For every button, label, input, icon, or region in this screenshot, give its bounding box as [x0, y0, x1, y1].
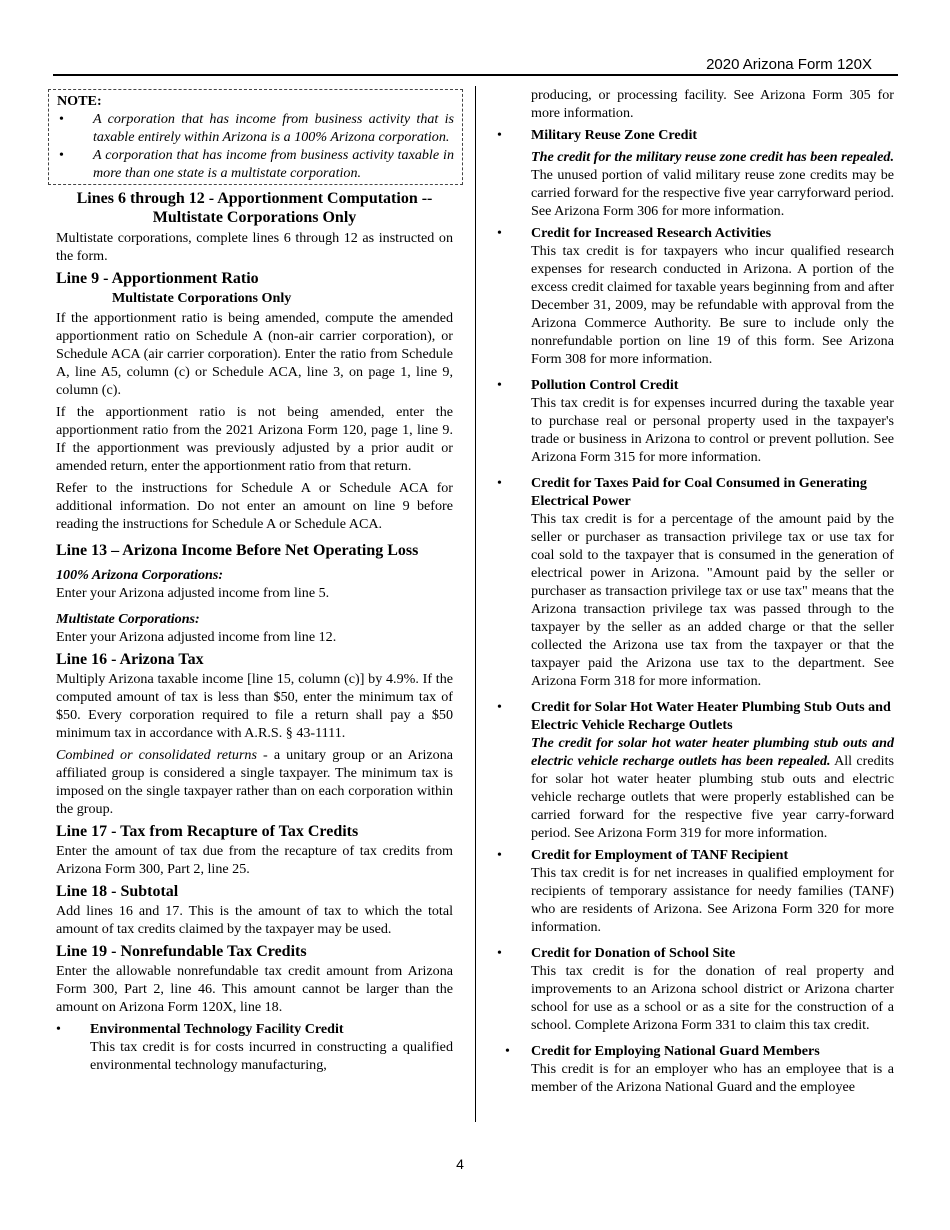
- paragraph: Refer to the instructions for Schedule A or Schedule ACA for additional information. Do not enter an amount on line 9 before reading the instructions for Schedule A or Schedule ACA.: [56, 480, 453, 532]
- paragraph: This tax credit is for taxpayers who incur qualified research expenses for research conducted in Arizona. A portion of the excess credit claimed for taxable years beginning from and after December 31, 2009, may be refundable with approval from the Arizona Commerce Authority. Be sure to include only the nonrefundable portion on line 19 of this form. See Arizona Form 308 for more information.: [531, 243, 894, 367]
- note-text: A corporation that has income from business activity taxable in more than one state is a multistate corporation.: [93, 147, 454, 181]
- paragraph: Enter your Arizona adjusted income from line 5.: [56, 585, 330, 601]
- bullet-icon: •: [497, 127, 502, 143]
- note-item: [57, 110, 454, 146]
- bullet-icon: •: [497, 699, 502, 715]
- paragraph: This tax credit is for net increases in qualified employment for recipients of temporary assistance for needy families (TANF) who are residents of Arizona. See Arizona Form 320 for more information.: [531, 865, 894, 935]
- bullet-icon: •: [497, 225, 502, 241]
- form-header: 2020 Arizona Form 120X: [706, 56, 872, 73]
- paragraph-text: - a unitary group or an Arizona affiliated group is considered a single taxpayer. The minimum tax is imposed on the single taxpayer rather than on each corporation within the group.: [56, 747, 453, 817]
- heading-line-9: Line 9 - Apportionment Ratio: [56, 270, 259, 287]
- credit-title: Environmental Technology Facility Credit: [90, 1021, 344, 1037]
- heading-line-17: Line 17 - Tax from Recapture of Tax Credits: [56, 823, 359, 840]
- credit-title: Credit for Taxes Paid for Coal Consumed in Generating Electrical Power: [531, 475, 867, 509]
- credit-item: [497, 126, 894, 144]
- header-rule: [53, 74, 898, 76]
- credit-item: [497, 474, 894, 510]
- credit-item: [497, 224, 894, 242]
- credit-title: Pollution Control Credit: [531, 377, 679, 393]
- paragraph: This credit is for an employer who has an employee that is a member of the Arizona National Guard and the employee: [531, 1061, 894, 1095]
- bullet-icon: •: [56, 1021, 61, 1037]
- credit-item: [56, 1020, 453, 1038]
- bullet-icon: •: [497, 847, 502, 863]
- note-item: [57, 146, 454, 182]
- paragraph: This tax credit is for expenses incurred during the taxable year to purchase real or personal property used in the taxpayer's trade or business in Arizona to control or prevent pollution. See Arizona Form 315 for more information.: [531, 395, 894, 465]
- paragraph: Enter the amount of tax due from the recapture of tax credits from Arizona Form 300, Part 2, line 25.: [56, 843, 453, 877]
- paragraph-text: All credits for solar hot water heater plumbing stub outs and electric vehicle recharge outlets that were properly established can be carried forward for the respective five year carry-forward period. See Arizona Form 319 for more information.: [531, 753, 894, 841]
- bullet-icon: •: [505, 1043, 510, 1059]
- paragraph: This tax credit is for a percentage of the amount paid by the seller or purchaser as transaction privilege tax or use tax for coal sold to the taxpayer that is consumed in the generation of electrical power in Arizona. "Amount paid by the seller or purchaser as transaction privilege tax or use tax" means that the Arizona transaction privilege tax was passed through to the taxpayer by the seller as an added charge or that the seller collected the Arizona use tax from the taxpayer or that the taxpayer paid the Arizona use tax to the department. See Arizona Form 318 for more information.: [531, 511, 894, 689]
- right-column: [497, 86, 894, 1100]
- credit-title: Military Reuse Zone Credit: [531, 127, 698, 143]
- note-title: NOTE:: [57, 93, 102, 109]
- italic-term: Combined or consolidated returns: [56, 747, 257, 763]
- paragraph: This tax credit is for costs incurred in constructing a qualified environmental technology manufacturing,: [90, 1039, 453, 1073]
- repealed-notice: The credit for the military reuse zone credit has been repealed.: [531, 149, 894, 165]
- credit-title: Credit for Solar Hot Water Heater Plumbing Stub Outs and Electric Vehicle Recharge Outlets: [531, 699, 891, 733]
- heading-line-18: Line 18 - Subtotal: [56, 883, 179, 900]
- paragraph: This tax credit is for the donation of real property and improvements to an Arizona school district or Arizona charter school for use as a school or as a site for the construction of a school. Complete Arizona Form 331 to claim this tax credit.: [531, 963, 894, 1033]
- note-box: [48, 89, 463, 185]
- paragraph: [56, 746, 453, 818]
- heading-line-19: Line 19 - Nonrefundable Tax Credits: [56, 943, 307, 960]
- credit-item: [497, 846, 894, 864]
- credit-item: [497, 944, 894, 962]
- line9-subheading: Multistate Corporations Only: [112, 290, 292, 306]
- heading-line-16: Line 16 - Arizona Tax: [56, 651, 204, 668]
- paragraph: Add lines 16 and 17. This is the amount of tax to which the total amount of tax credits claimed by the taxpayer may be used.: [56, 903, 453, 937]
- bullet-icon: •: [497, 475, 502, 491]
- left-column: [56, 86, 453, 1078]
- credit-title: Credit for Donation of School Site: [531, 945, 736, 961]
- line13-subheading: 100% Arizona Corporations:: [56, 567, 224, 583]
- paragraph: Enter your Arizona adjusted income from line 12.: [56, 629, 337, 645]
- paragraph: [497, 734, 894, 842]
- credit-item: [497, 1042, 894, 1060]
- paragraph: producing, or processing facility. See Arizona Form 305 for more information.: [531, 87, 894, 121]
- credit-item: [497, 698, 894, 734]
- paragraph: Multistate corporations, complete lines 6 through 12 as instructed on the form.: [56, 230, 453, 264]
- credit-item: [497, 376, 894, 394]
- bullet-icon: •: [497, 377, 502, 393]
- column-divider: [475, 86, 476, 1122]
- note-text: A corporation that has income from business activity that is taxable entirely within Arizona is a 100% Arizona corporation.: [93, 111, 454, 145]
- page-number: 4: [456, 1156, 464, 1172]
- repealed-notice: The credit for solar hot water heater plumbing stub outs and electric vehicle recharge outlets has been repealed.: [531, 735, 894, 769]
- credit-title: Credit for Employment of TANF Recipient: [531, 847, 789, 863]
- paragraph: If the apportionment ratio is not being amended, enter the apportionment ratio from the 2021 Arizona Form 120, page 1, line 9. If the apportionment was previously adjusted by a prior audit or amended return, enter the apportionment ratio from that return.: [56, 404, 453, 474]
- credit-title: Credit for Employing National Guard Members: [531, 1043, 820, 1059]
- bullet-icon: •: [59, 147, 64, 163]
- paragraph: [497, 148, 894, 220]
- credit-title: Credit for Increased Research Activities: [531, 225, 772, 241]
- paragraph: Enter the allowable nonrefundable tax credit amount from Arizona Form 300, Part 2, line 46. This amount cannot be larger than the amount on Arizona Form 120X, line 18.: [56, 963, 453, 1015]
- paragraph: Multiply Arizona taxable income [line 15, column (c)] by 4.9%. If the computed amount of tax is less than $50, enter the minimum tax of $50. Every corporation required to file a return shall pay a $50 minimum tax in accordance with A.R.S. § 43-1111.: [56, 671, 453, 741]
- line13-subheading: Multistate Corporations:: [56, 611, 200, 627]
- bullet-icon: •: [497, 945, 502, 961]
- paragraph: If the apportionment ratio is being amended, compute the amended apportionment ratio on Schedule A (non-air carrier corporation), or Schedule ACA (air carrier corporation). Enter the ratio from Schedule A, line A5, column (c) or Schedule ACA, line 3, on page 1, line 9, column (c).: [56, 310, 453, 398]
- bullet-icon: •: [59, 111, 64, 127]
- heading-lines-6-12: Lines 6 through 12 - Apportionment Computation -- Multistate Corporations Only: [76, 190, 433, 226]
- heading-line-13: Line 13 – Arizona Income Before Net Operating Loss: [56, 542, 419, 559]
- paragraph-text: The unused portion of valid military reuse zone credits may be carried forward for the respective five year carryforward period. See Arizona Form 306 for more information.: [531, 167, 894, 219]
